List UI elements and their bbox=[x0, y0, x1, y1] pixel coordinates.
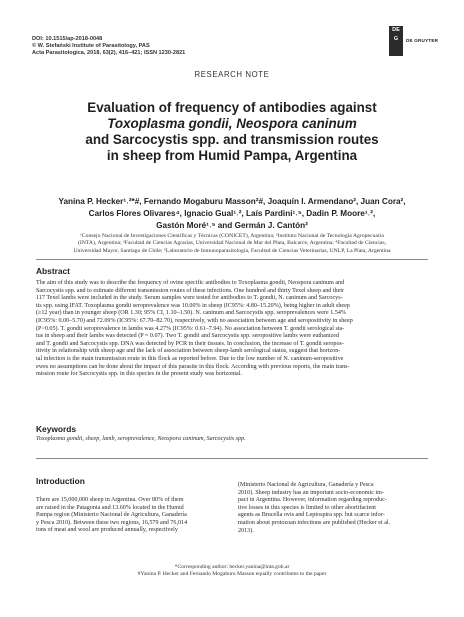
intro-line: There are 15,000,000 sheep in Argentina. Over 80% of them bbox=[36, 497, 184, 503]
intro-line: are raised in the Patagonia and 13.60% located in the Humid bbox=[36, 504, 184, 511]
footnote-line: *Corresponding author: hecker.yanina@inta.gob.ar bbox=[174, 564, 290, 570]
title-line: and Sarcocystis spp. and transmission routes bbox=[85, 132, 379, 147]
author-line: Gastón Moré¹˒⁵ and Germán J. Cantón² bbox=[156, 221, 308, 230]
intro-line: Pampa region (Ministerio Nacional de Agricultura, Ganadería bbox=[36, 512, 187, 519]
abstract-line: (≥12 year) than in younger sheep (OR 1.30; 95% CI, 1.10–1.50). N. caninum and Sarcocystis spp. seroprevalences were 1.54% bbox=[36, 310, 346, 317]
intro-line: 2013). bbox=[238, 527, 254, 534]
intro-line: (Ministerio Nacional de Agricultura, Ganadería y Pesca bbox=[238, 482, 374, 488]
author-line: Carlos Flores Olivares⁴, Ignacio Gual¹˒², Laís Pardini¹˒⁵, Dadin P. Moore¹˒², bbox=[88, 209, 376, 218]
footnotes bbox=[0, 564, 464, 578]
keywords-heading: Keywords bbox=[36, 424, 77, 434]
abstract-line: The aim of this study was to describe the frequency of ovine specific antibodies to Toxoplasma gondii, Neospora caninum and bbox=[36, 280, 345, 286]
doi-line[interactable]: DOI: 10.1515/ap-2018-0048 bbox=[32, 36, 103, 42]
intro-line: tons of meat and wool are produced annually, respectively bbox=[36, 527, 178, 534]
publisher-logo bbox=[389, 26, 403, 56]
affiliation-line: Universidad Mayor, Santiago de Chile; ⁵Laboratorio de Inmunoparasitología, Facultad de Ciencias Veterinarias, UNLP, La Plata, Argentina bbox=[73, 247, 391, 254]
article-type: RESEARCH NOTE bbox=[194, 70, 270, 79]
abstract-line: 117 Texel lambs were included in the study. Serum samples were tested for antibodies to T. gondii, N. caninum and Sarcocys- bbox=[36, 295, 343, 302]
abstract-line: mission route for Sarcocystis spp. in this species in the present study was horizontal. bbox=[36, 371, 242, 378]
title-line: Toxoplasma gondii, Neospora caninum bbox=[107, 116, 357, 131]
abstract-line: and T. gondii and Sarcocystis spp. DNA was detected by PCR in their tissues. In conclusion, the increase of T. gondii seropos- bbox=[36, 340, 344, 347]
abstract-line: (IC95%: 0.00–5.70) and 72.09% (IC95%: 67.70–82.70), respectively, with no association between age and seropositivity in sheep bbox=[36, 317, 353, 324]
introduction-heading: Introduction bbox=[36, 476, 85, 486]
abstract-line: tal infection is the main transmission route in this flock as reported before. Due to the low number of N. caninum-seropositive bbox=[36, 355, 344, 362]
abstract-line: Sarcocystis spp. and to estimate different transmission routes of these infections. One hundred and thirty Texel sheep and their bbox=[36, 287, 345, 294]
abstract-line: itivity in relationship with sheep age and the lack of association between sheep-lamb serological status, suggest that horizon- bbox=[36, 348, 341, 355]
paper-title bbox=[40, 100, 424, 164]
abstract-line: (P>0.05). T. gondii seroprevalence in lambs was 4.27% (IC95%: 0.61–7.94). No association between T. gondii serological sta- bbox=[36, 325, 345, 332]
logo-top-text: DE bbox=[392, 27, 400, 33]
author-list bbox=[30, 196, 434, 232]
author-line: Yanina P. Hecker¹˒²*#, Fernando Mogaburu Masson²#, Joaquín I. Armendano², Juan Cora², bbox=[58, 197, 406, 206]
journal-citation: Acta Parasitologica, 2018, 63(2), 416–421; ISSN 1230-2821 bbox=[32, 50, 186, 56]
journal-header bbox=[32, 36, 185, 57]
section-divider bbox=[36, 458, 428, 459]
intro-column-left bbox=[36, 497, 224, 535]
affiliation-line: ¹Consejo Nacional de Investigaciones Científicas y Técnicas (CONICET), Argentina; ²Instituto Nacional de Tecnología Agropecuaria bbox=[80, 233, 384, 239]
intro-column-right bbox=[238, 482, 428, 535]
title-line: in sheep from Humid Pampa, Argentina bbox=[106, 148, 358, 163]
intro-line: 2010). Sheep industry has an important socio-economic im- bbox=[238, 489, 384, 496]
affiliations bbox=[36, 233, 428, 255]
logo-bottom-text: G bbox=[393, 36, 399, 42]
abstract-heading: Abstract bbox=[36, 266, 70, 276]
intro-line: tive losses in this species is limited to other abortifacient bbox=[238, 504, 376, 511]
copyright-line: © W. Stefański Institute of Parasitology, PAS bbox=[32, 43, 150, 49]
abstract-line: ewes no assumptions can be done about the impact of this parasite in this flock. According with previous reports, the main trans- bbox=[36, 363, 350, 370]
section-divider bbox=[36, 259, 428, 260]
intro-line: y Pesca 2010). Between these two regions, 16,579 and 76,014 bbox=[36, 519, 188, 526]
intro-line: pact in Argentina. However, information regarding reproduc- bbox=[238, 497, 387, 504]
abstract-line: tis spp. using IFAT. Toxoplasma gondii seroprevalence was 10.00% in sheep (IC95%: 4.80–15.20%), being higher in adult sheep bbox=[36, 302, 350, 309]
abstract-line: tus in sheep and their lambs was detected (P = 0.07). Two T. gondii and Sarcocystis spp. seropositive lambs were euthanized bbox=[36, 333, 340, 340]
affiliation-line: (INTA), Argentina; ³Facultad de Ciencias Agrarias, Universidad Nacional de Mar del Plata, Balcarce, Argentina; ⁴Facultad de Ciencias, bbox=[78, 240, 386, 247]
publisher-name: DE GRUYTER bbox=[406, 38, 439, 43]
title-line: Evaluation of frequency of antibodies against bbox=[87, 100, 377, 115]
intro-line: agents as Brucella ovis and Leptospira spp. but scarce infor- bbox=[238, 512, 385, 519]
keywords-text: Toxoplasma gondii, sheep, lamb, seroprevalence, Neospora caninum, Sarcocystis spp. bbox=[36, 436, 246, 442]
footnote-line: #Yanina P. Hecker and Fernando Mogaburu Masson equally contributes to the paper bbox=[137, 571, 327, 577]
abstract-body bbox=[36, 280, 428, 379]
intro-line: mation about protozoan infections are published (Hecker et al. bbox=[238, 519, 391, 526]
